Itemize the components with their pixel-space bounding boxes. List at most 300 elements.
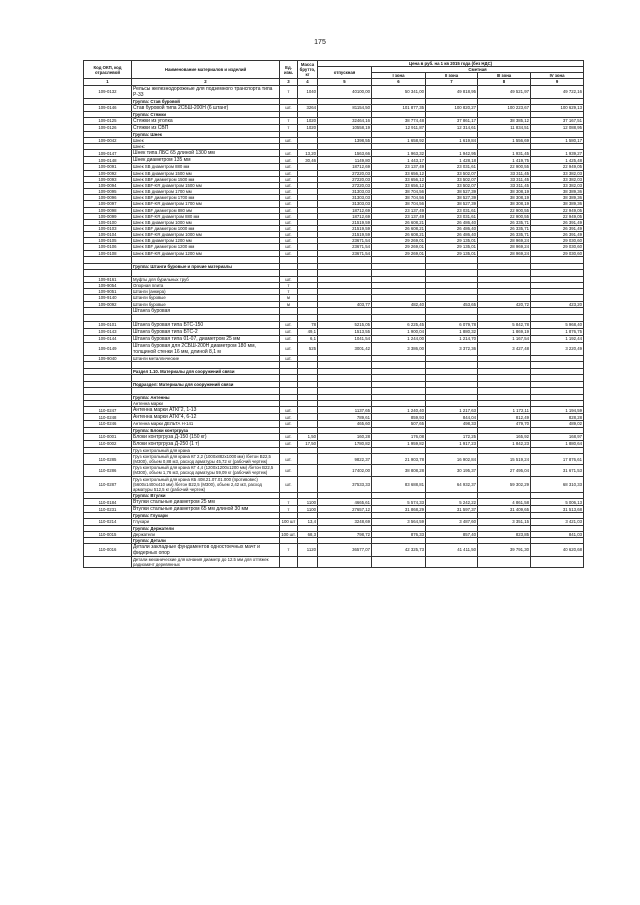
material-name: Шнек SBF-KR диаметром 880 мм — [132, 213, 280, 219]
table-row — [84, 433, 584, 440]
zone-3-price: 26 335,71 — [478, 219, 531, 225]
unit: шт. — [280, 335, 298, 342]
zone-1-price: 29 269,01 — [372, 250, 426, 256]
zone-3-price: 165,92 — [478, 433, 531, 440]
zone-2-price: 33 502,07 — [426, 182, 478, 188]
release-price: 21519,59 — [318, 232, 372, 238]
material-name — [132, 361, 280, 368]
zone-2-price: 33 502,07 — [426, 176, 478, 182]
unit — [280, 307, 298, 314]
mass: 3264 — [298, 104, 318, 111]
release-price: 1149,80 — [318, 157, 372, 164]
table-row — [84, 388, 584, 395]
zone-1-price: 23 137,49 — [372, 164, 426, 170]
zone-1-price: 23 137,49 — [372, 207, 426, 213]
zone-4-price: 22 949,05 — [531, 207, 584, 213]
material-name: Шнек диаметром 135 мм — [132, 157, 280, 164]
release-price: 37533,33 — [318, 476, 372, 492]
release-price: 1563,66 — [318, 150, 372, 157]
zone-3-price: 479,70 — [478, 421, 531, 427]
unit — [280, 256, 298, 263]
release-price — [318, 375, 372, 382]
zone-3-price: 3 351,15 — [478, 519, 531, 525]
material-name: Штанга буровая — [132, 307, 280, 314]
zone-2-price: 26 486,40 — [426, 232, 478, 238]
unit: м — [280, 301, 298, 307]
zone-1-price — [372, 269, 426, 276]
material-name: Штанги буровые — [132, 295, 280, 301]
zone-1-price: 3 564,59 — [372, 519, 426, 525]
zone-3-price: 420,72 — [478, 301, 531, 307]
material-name: Группа: Блоки контргруза — [132, 427, 280, 433]
material-name: Детали закладные фундаментов одностоечных мачт и фидерных опор — [132, 543, 280, 556]
zone-2-price: 49 818,95 — [426, 85, 478, 98]
okp-code: 109-0093 — [84, 176, 132, 182]
zone-1-price — [372, 307, 426, 314]
column-index: 1 — [84, 79, 132, 85]
zone-3-price: 22 900,55 — [478, 164, 531, 170]
mass: 68,3 — [298, 531, 318, 537]
unit — [280, 556, 298, 567]
table-row — [84, 269, 584, 276]
column-index: 7 — [426, 79, 478, 85]
okp-code — [84, 307, 132, 314]
material-name: Шнек: — [132, 144, 280, 150]
okp-code: 109-0147 — [84, 150, 132, 157]
mass — [298, 269, 318, 276]
material-name: Рельсы железнодорожные для подземного транспорта типа Р-33 — [132, 85, 280, 98]
zone-4-price: 38 389,36 — [531, 195, 584, 201]
release-price: 10558,19 — [318, 124, 372, 131]
okp-code: 110-0248 — [84, 414, 132, 421]
zone-2-price — [426, 361, 478, 368]
zone-1-price: 1 443,17 — [372, 157, 426, 164]
zone-2-price: 453,65 — [426, 301, 478, 307]
zone-1-price: 83 688,81 — [372, 476, 426, 492]
mass: 1120 — [298, 543, 318, 556]
okp-code — [84, 375, 132, 382]
material-name: Опорная плита — [132, 283, 280, 289]
material-name: Группа: Штанги буровые и прочие материалы — [132, 263, 280, 269]
unit: шт. — [280, 355, 298, 361]
material-name: Держатели — [132, 531, 280, 537]
okp-code — [84, 361, 132, 368]
release-price: 23671,54 — [318, 244, 372, 250]
okp-code: 109-0096 — [84, 195, 132, 201]
release-price — [318, 361, 372, 368]
unit: шт. — [280, 225, 298, 231]
material-name: Штанга буровая для 2СБШ-200Н диаметром 180 мм, толщиной стенки 16 мм, длиной 8,1 м — [132, 342, 280, 355]
zone-4-price: 168,97 — [531, 433, 584, 440]
table-row — [84, 335, 584, 342]
zone-4-price: 828,28 — [531, 414, 584, 421]
zone-3-price: 39 791,30 — [478, 543, 531, 556]
zone-2-price: 33 502,07 — [426, 170, 478, 176]
material-name: Шнек — [132, 138, 280, 144]
zone-3-price — [478, 314, 531, 321]
header-zone: II зона — [426, 73, 478, 79]
zone-4-price — [531, 388, 584, 395]
material-name: Группа: Стяжки — [132, 111, 280, 117]
mass — [298, 556, 318, 567]
unit: шт. — [280, 453, 298, 464]
zone-2-price: 30 195,37 — [426, 465, 478, 476]
zone-3-price: 1 869,19 — [478, 328, 531, 335]
table-row — [84, 476, 584, 492]
zone-2-price: 1 880,32 — [426, 328, 478, 335]
zone-3-price: 28 969,24 — [478, 244, 531, 250]
zone-1-price: 1 900,04 — [372, 328, 426, 335]
page-number: 175 — [314, 39, 326, 46]
header-zone: IV зона — [531, 73, 584, 79]
zone-4-price: 841,03 — [531, 531, 584, 537]
unit: 100 шт — [280, 519, 298, 525]
zone-1-price: 38 774,48 — [372, 117, 426, 124]
mass: 49,1 — [298, 328, 318, 335]
table-row — [84, 104, 584, 111]
release-price — [318, 388, 372, 395]
zone-2-price — [426, 307, 478, 314]
mass — [298, 476, 318, 492]
unit — [280, 375, 298, 382]
zone-3-price: 1 167,54 — [478, 335, 531, 342]
table-row — [84, 375, 584, 382]
release-price — [318, 269, 372, 276]
unit: шт. — [280, 189, 298, 195]
mass — [298, 307, 318, 314]
unit: шт. — [280, 421, 298, 427]
release-price: 31303,03 — [318, 195, 372, 201]
zone-2-price: 5 242,22 — [426, 499, 478, 506]
okp-code: 109-0092 — [84, 301, 132, 307]
zone-4-price: 22 949,05 — [531, 213, 584, 219]
zone-2-price: 172,25 — [426, 433, 478, 440]
material-name: Группа: Став буровой — [132, 98, 280, 104]
unit — [280, 388, 298, 395]
zone-3-price: 33 311,45 — [478, 170, 531, 176]
unit: шт. — [280, 321, 298, 328]
table-row — [84, 506, 584, 513]
zone-3-price: 823,85 — [478, 531, 531, 537]
zone-3-price: 38 308,19 — [478, 189, 531, 195]
unit: шт. — [280, 138, 298, 144]
unit: 100 шт. — [281, 531, 296, 537]
okp-code: 110-0214 — [84, 519, 132, 525]
zone-3-price: 3 427,48 — [478, 342, 531, 355]
zone-3-price: 38 385,12 — [478, 117, 531, 124]
release-price: 27657,12 — [318, 506, 372, 513]
zone-2-price: 64 932,37 — [426, 476, 478, 492]
material-name: Шнек SBF-KR диаметром 1700 мм — [132, 201, 280, 207]
material-name: Шнек SB диаметром 880 мм — [132, 164, 280, 170]
material-name: Раздел 1.10. Материалы для сооружений связи — [132, 368, 280, 374]
release-price: 1041,54 — [318, 335, 372, 342]
material-name: Группа: Втулки — [132, 493, 280, 499]
zone-1-price — [372, 556, 426, 567]
column-index: 4 — [298, 79, 318, 85]
table-row — [84, 556, 584, 567]
material-name: Группа: Глухари — [132, 513, 280, 519]
unit — [280, 269, 298, 276]
material-name: Шнек SB диаметром 1700 мм — [132, 189, 280, 195]
zone-3-price: 1 172,11 — [478, 407, 531, 414]
column-index: 5 — [318, 79, 372, 85]
zone-1-price — [372, 361, 426, 368]
material-name: Шнек типа ЛБС 65 длиной 1300 мм — [132, 150, 280, 157]
zone-4-price: 1 425,48 — [531, 157, 584, 164]
zone-3-price: 49 521,97 — [478, 85, 531, 98]
okp-code: 109-0143 — [84, 328, 132, 335]
zone-3-price: 59 302,29 — [478, 476, 531, 492]
material-name: Группа: Шнек — [132, 131, 280, 137]
zone-2-price: 31 597,37 — [426, 506, 478, 513]
release-price: 27220,03 — [318, 176, 372, 182]
zone-1-price: 26 608,21 — [372, 225, 426, 231]
mass — [298, 414, 318, 421]
zone-1-price: 876,33 — [372, 531, 426, 537]
table-row — [84, 85, 584, 98]
zone-4-price: 49 722,16 — [531, 85, 584, 98]
release-price — [318, 307, 372, 314]
material-name: Груз контрольный для крана КГ 2,2 (1000х882х1000 мм) /бетон В22,5 (М300), объем 0,88 м3, расход арматуры 45,72 кг (рабочий чертеж) — [132, 453, 280, 464]
zone-3-price: 11 834,51 — [478, 124, 531, 131]
zone-4-price: 29 030,60 — [531, 244, 584, 250]
mass: 1100 — [298, 506, 318, 513]
unit: шт. — [280, 170, 298, 176]
zone-2-price — [426, 314, 478, 321]
zone-3-price: 38 308,19 — [478, 201, 531, 207]
zone-1-price: 507,65 — [372, 421, 426, 427]
unit: шт. — [280, 276, 298, 282]
material-name: Штанги (анкера) — [132, 289, 280, 295]
material-name: Шнек SBF диаметром 1000 мм — [132, 225, 280, 231]
okp-code: 109-0144 — [84, 335, 132, 342]
zone-2-price: 38 527,39 — [426, 195, 478, 201]
unit: шт. — [280, 414, 298, 421]
zone-4-price: 3 421,03 — [531, 519, 584, 525]
release-price: 31303,03 — [318, 189, 372, 195]
okp-code — [84, 388, 132, 395]
table-row — [84, 361, 584, 368]
zone-4-price: 3 220,49 — [531, 342, 584, 355]
material-name: Детали механические для качания диаметр до 12.5 мм для оттяжек радиомачт деревянных — [132, 556, 280, 567]
okp-code: 109-0132 — [84, 85, 132, 98]
zone-3-price: 33 311,45 — [478, 182, 531, 188]
zone-1-price — [372, 388, 426, 395]
material-name: Антенна марки АТКГ2, 1-13 — [132, 407, 280, 414]
zone-4-price: 38 389,36 — [531, 201, 584, 207]
zone-2-price: 844,04 — [426, 414, 478, 421]
table-row — [84, 314, 584, 321]
okp-code: 109-0097 — [84, 201, 132, 207]
material-name: Став буровой типа 2СБШ-200Н (6 штанг) — [132, 104, 280, 111]
mass: 30,46 — [298, 157, 318, 164]
zone-3-price: 22 900,55 — [478, 213, 531, 219]
unit: т — [280, 85, 298, 98]
okp-code: 110-0002 — [84, 440, 132, 447]
unit: шт. — [280, 232, 298, 238]
okp-code: 109-0148 — [84, 157, 132, 164]
zone-2-price: 29 135,01 — [426, 250, 478, 256]
unit: т — [280, 289, 298, 295]
material-name: Подраздел: Материалы для сооружений связи — [132, 382, 280, 388]
unit: шт. — [280, 238, 298, 244]
okp-code: 109-9140 — [84, 295, 132, 301]
zone-1-price: 176,08 — [372, 433, 426, 440]
material-name: Шнек SBF-KR диаметром 1200 мм — [132, 250, 280, 256]
zone-1-price: 26 608,21 — [372, 219, 426, 225]
zone-1-price: 482,40 — [372, 301, 426, 307]
table-row — [84, 543, 584, 556]
zone-1-price: 1 658,92 — [372, 138, 426, 144]
zone-1-price — [372, 256, 426, 263]
zone-1-price: 38 704,56 — [372, 195, 426, 201]
release-price: 27220,03 — [318, 170, 372, 176]
release-price: 21519,59 — [318, 225, 372, 231]
zone-3-price: 15 519,24 — [478, 453, 531, 464]
material-name: Втулки стальные диаметром 25 мм — [132, 499, 280, 506]
zone-2-price: 3 372,36 — [426, 342, 478, 355]
release-price: 1513,55 — [318, 328, 372, 335]
okp-code — [84, 256, 132, 263]
material-name: Втулки стальные диаметром 65 мм длиной 30 мм — [132, 506, 280, 513]
header-mass: Масса брутто, кг — [298, 61, 318, 79]
unit: шт. — [280, 244, 298, 250]
table-row — [84, 157, 584, 164]
zone-3-price: 38 308,19 — [478, 195, 531, 201]
table-row — [84, 150, 584, 157]
mass — [298, 375, 318, 382]
release-price: 23671,54 — [318, 238, 372, 244]
unit: шт. — [280, 157, 298, 164]
zone-1-price: 1 959,82 — [372, 440, 426, 447]
mass: 1020 — [298, 117, 318, 124]
release-price: 23671,54 — [318, 250, 372, 256]
unit: шт. — [280, 104, 298, 111]
unit: шт. — [280, 213, 298, 219]
zone-2-price: 26 486,40 — [426, 225, 478, 231]
unit: шт. — [280, 201, 298, 207]
zone-2-price — [426, 388, 478, 395]
zone-3-price: 1 556,69 — [478, 138, 531, 144]
zone-2-price: 3 487,60 — [426, 519, 478, 525]
zone-1-price: 23 137,49 — [372, 213, 426, 219]
zone-4-price: 1 194,59 — [531, 407, 584, 414]
zone-4-price — [531, 556, 584, 567]
zone-3-price: 4 861,58 — [478, 499, 531, 506]
zone-1-price: 50 341,00 — [372, 85, 426, 98]
zone-2-price: 6 079,78 — [426, 321, 478, 328]
unit: шт. — [280, 476, 298, 492]
zone-2-price: 23 031,61 — [426, 213, 478, 219]
material-name: Группа: Детали — [132, 537, 280, 543]
zone-2-price: 1 942,95 — [426, 150, 478, 157]
zone-3-price: 5 842,78 — [478, 321, 531, 328]
zone-3-price — [478, 375, 531, 382]
zone-4-price: 5 006,13 — [531, 499, 584, 506]
okp-code: 110-0001 — [84, 433, 132, 440]
material-name — [132, 314, 280, 321]
unit: т — [280, 543, 298, 556]
zone-3-price: 27 495,04 — [478, 465, 531, 476]
zone-3-price — [478, 556, 531, 567]
zone-4-price: 17 876,61 — [531, 453, 584, 464]
okp-code: 109-0103 — [84, 225, 132, 231]
okp-code — [84, 269, 132, 276]
material-name: Стяжки из СВП — [132, 124, 280, 131]
release-price: 403,77 — [318, 301, 372, 307]
okp-code: 109-9051 — [84, 289, 132, 295]
okp-code: 109-0042 — [84, 138, 132, 144]
zone-3-price: 26 335,71 — [478, 232, 531, 238]
material-name: Антенна марки ДЕЛЬТА Н-141 — [132, 421, 280, 427]
unit: шт. — [280, 150, 298, 157]
material-name: Штанга буровая типа БТС-2 — [132, 328, 280, 335]
okp-code: 109-0149 — [84, 342, 132, 355]
unit: шт. — [280, 328, 298, 335]
zone-4-price: 38 389,36 — [531, 189, 584, 195]
zone-3-price: 28 969,24 — [478, 250, 531, 256]
material-name: Штанга буровая типа 01-07, диаметром 25 мм — [132, 335, 280, 342]
mass: 525 — [298, 342, 318, 355]
release-price: 1137,65 — [318, 407, 372, 414]
header-name: Наименование материалов и изделий — [132, 61, 280, 79]
zone-1-price — [372, 375, 426, 382]
zone-3-price: 1 419,75 — [478, 157, 531, 164]
mass — [298, 361, 318, 368]
zone-2-price: 16 902,84 — [426, 453, 478, 464]
okp-code: 109-0125 — [84, 117, 132, 124]
unit: м — [280, 295, 298, 301]
okp-code: 109-0146 — [84, 104, 132, 111]
zone-2-price: 1 214,70 — [426, 335, 478, 342]
header-estimate: Сметная — [372, 67, 584, 73]
mass: 6,1 — [298, 335, 318, 342]
zone-3-price: 1 842,23 — [478, 440, 531, 447]
mass — [298, 453, 318, 464]
zone-1-price: 1 963,32 — [372, 150, 426, 157]
zone-1-price: 33 656,12 — [372, 176, 426, 182]
okp-code: 109-0101 — [84, 321, 132, 328]
release-price — [318, 314, 372, 321]
material-name: Шнек SB диаметром 1200 мм — [132, 238, 280, 244]
unit: т — [280, 283, 298, 289]
zone-4-price: 5 968,40 — [531, 321, 584, 328]
unit: т — [280, 117, 298, 124]
zone-4-price: 29 030,60 — [531, 238, 584, 244]
okp-code: 109-0106 — [84, 244, 132, 250]
header-price-title: Цена в руб. на 1 кв 2015 года (без НДС) — [318, 61, 584, 67]
release-price: 18712,69 — [318, 213, 372, 219]
zone-1-price — [372, 314, 426, 321]
table-row — [84, 414, 584, 421]
zone-4-price: 31 671,53 — [531, 465, 584, 476]
zone-3-price: 33 311,45 — [478, 176, 531, 182]
zone-4-price: 12 088,95 — [531, 124, 584, 131]
price-table — [83, 60, 584, 568]
release-price: 17402,00 — [318, 465, 372, 476]
material-name: Груз контрольный для крана КГ 4,4 (1200х1200х1200 мм) /бетон В22,5 (М300), объем 1,76 м3, расход арматуры 59,09 кг (рабочий чертеж) — [132, 465, 280, 476]
zone-4-price: 31 513,68 — [531, 506, 584, 513]
unit: шт. — [280, 342, 298, 355]
zone-3-price: 22 900,55 — [478, 207, 531, 213]
mass — [298, 256, 318, 263]
material-name: Шнек SBF диаметром 880 мм — [132, 207, 280, 213]
mass: 1,50 — [298, 433, 318, 440]
material-name: Груз контрольный для крана — [132, 447, 280, 453]
mass: 13,4 — [298, 519, 318, 525]
zone-1-price: 38 704,56 — [372, 201, 426, 207]
